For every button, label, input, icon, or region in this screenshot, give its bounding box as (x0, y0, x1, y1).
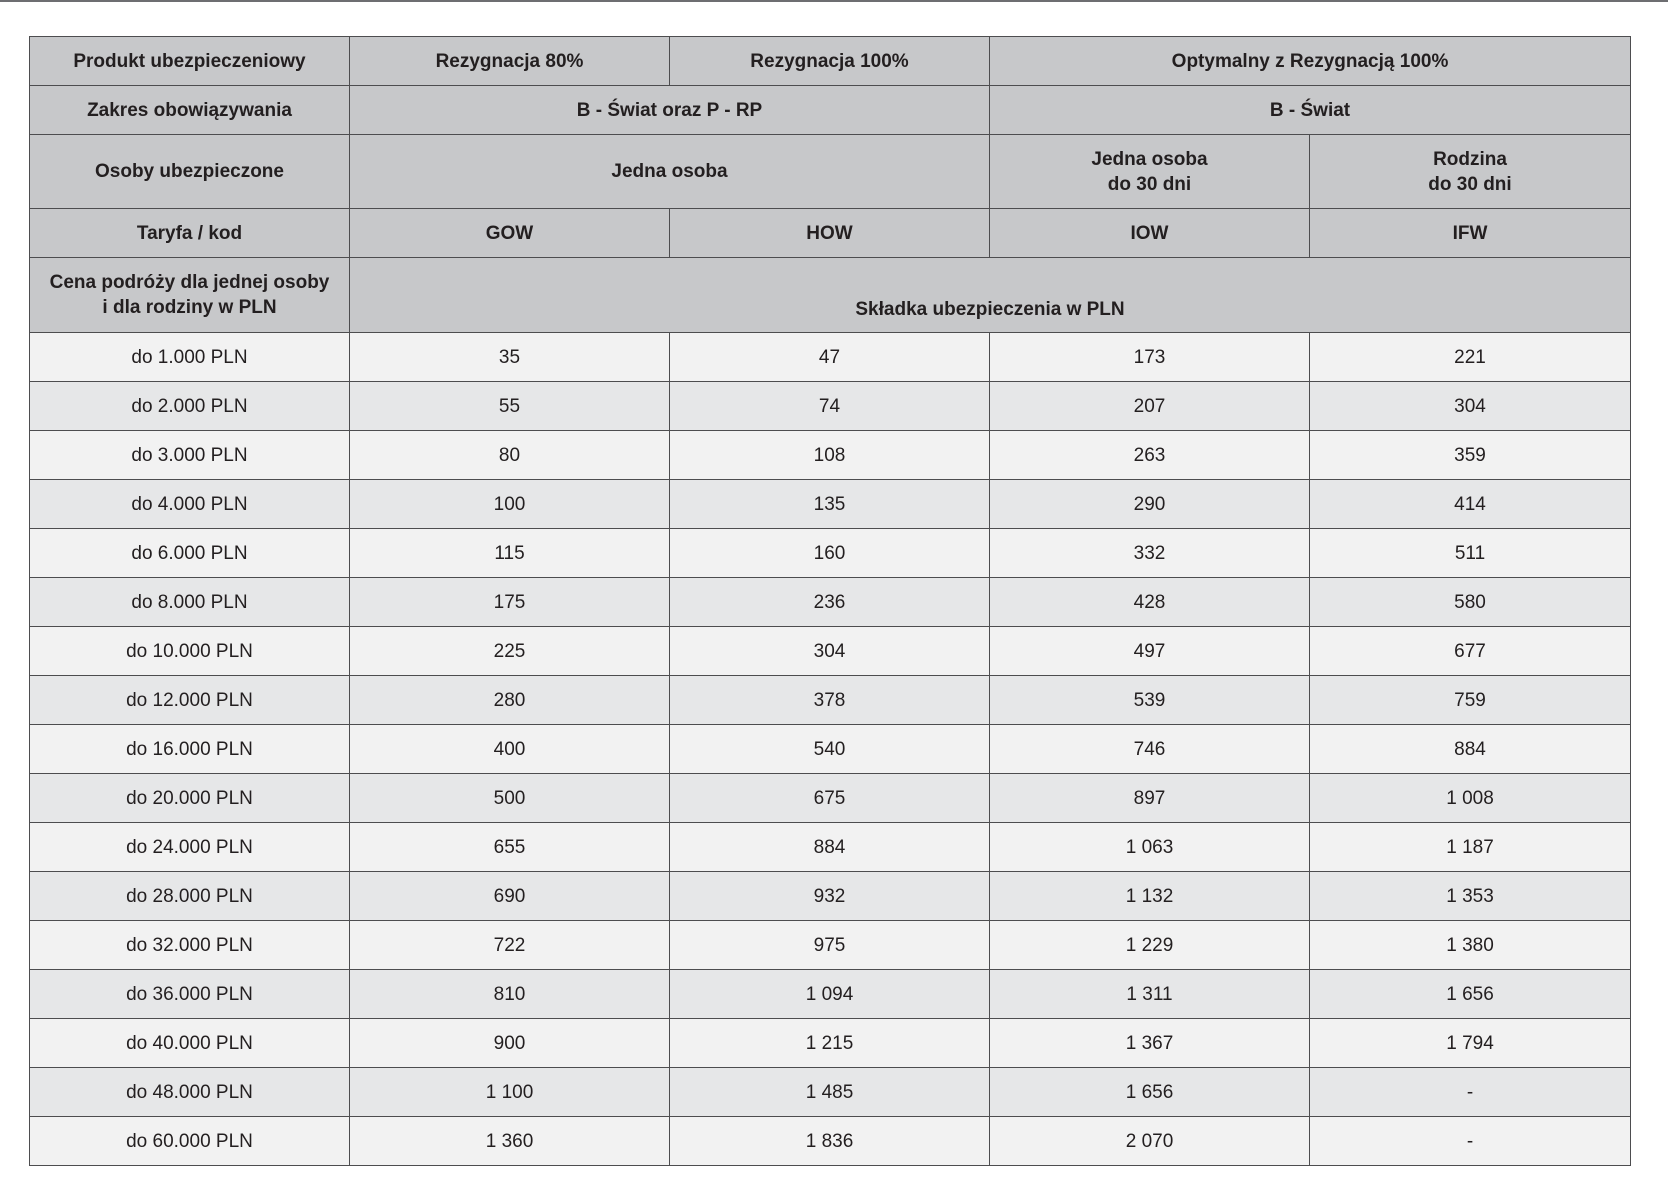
table-row (30, 823, 1631, 872)
table-row (30, 1068, 1631, 1117)
table-row (30, 676, 1631, 725)
premium-cell-gow: 55 (350, 382, 670, 431)
premium-cell-ifw: 677 (1310, 627, 1631, 676)
price-header-row (30, 258, 1631, 333)
premium-cell-iow: 290 (990, 480, 1310, 529)
insured-family-30-days-line1: Rodzina (1433, 148, 1507, 170)
premium-cell-ifw: 759 (1310, 676, 1631, 725)
table-row (30, 1019, 1631, 1068)
premium-cell-iow: 2 070 (990, 1117, 1310, 1166)
premium-cell-gow: 810 (350, 970, 670, 1019)
premium-cell-ifw: 580 (1310, 578, 1631, 627)
premium-cell-iow: 332 (990, 529, 1310, 578)
insurance-premium-table (29, 36, 1631, 1166)
table-row (30, 1117, 1631, 1166)
price-cell: do 1.000 PLN (30, 333, 350, 382)
table-row (30, 970, 1631, 1019)
premium-cell-iow: 897 (990, 774, 1310, 823)
premium-cell-iow: 746 (990, 725, 1310, 774)
premium-cell-how: 47 (670, 333, 990, 382)
product-row (30, 37, 1631, 86)
tariff-row (30, 209, 1631, 258)
price-cell: do 10.000 PLN (30, 627, 350, 676)
table-row (30, 333, 1631, 382)
premium-cell-iow: 263 (990, 431, 1310, 480)
premium-cell-gow: 655 (350, 823, 670, 872)
premium-label: Składka ubezpieczenia w PLN (350, 258, 1631, 333)
price-cell: do 16.000 PLN (30, 725, 350, 774)
premium-cell-iow: 1 656 (990, 1068, 1310, 1117)
premium-cell-gow: 100 (350, 480, 670, 529)
table-row (30, 529, 1631, 578)
price-cell: do 36.000 PLN (30, 970, 350, 1019)
table-row (30, 774, 1631, 823)
premium-cell-how: 135 (670, 480, 990, 529)
price-cell: do 32.000 PLN (30, 921, 350, 970)
table-row (30, 382, 1631, 431)
insured-single-person: Jedna osoba (350, 135, 990, 209)
price-cell: do 3.000 PLN (30, 431, 350, 480)
premium-cell-how: 932 (670, 872, 990, 921)
premium-cell-ifw: 221 (1310, 333, 1631, 382)
product-rezygnacja-100: Rezygnacja 100% (670, 37, 990, 86)
premium-cell-how: 675 (670, 774, 990, 823)
premium-cell-ifw: 1 008 (1310, 774, 1631, 823)
premium-cell-ifw: - (1310, 1068, 1631, 1117)
premium-cell-iow: 173 (990, 333, 1310, 382)
price-cell: do 2.000 PLN (30, 382, 350, 431)
premium-cell-gow: 690 (350, 872, 670, 921)
price-cell: do 60.000 PLN (30, 1117, 350, 1166)
premium-cell-how: 975 (670, 921, 990, 970)
insured-single-30-days-line1: Jedna osoba (1091, 148, 1208, 170)
premium-cell-gow: 400 (350, 725, 670, 774)
product-label: Produkt ubezpieczeniowy (30, 37, 350, 86)
price-label-line1: Cena podróży dla jednej osoby (49, 272, 330, 293)
price-label-line2: i dla rodziny w PLN (102, 297, 277, 318)
table-row (30, 725, 1631, 774)
premium-cell-iow: 207 (990, 382, 1310, 431)
premium-cell-iow: 1 311 (990, 970, 1310, 1019)
tariff-code-ifw: IFW (1310, 209, 1631, 258)
price-label (30, 258, 350, 333)
premium-cell-ifw: 1 656 (1310, 970, 1631, 1019)
price-cell: do 8.000 PLN (30, 578, 350, 627)
premium-cell-gow: 80 (350, 431, 670, 480)
premium-cell-ifw: 884 (1310, 725, 1631, 774)
insured-row (30, 135, 1631, 209)
premium-cell-how: 378 (670, 676, 990, 725)
table-row (30, 480, 1631, 529)
premium-cell-iow: 497 (990, 627, 1310, 676)
price-cell: do 20.000 PLN (30, 774, 350, 823)
premium-cell-ifw: 1 353 (1310, 872, 1631, 921)
tariff-code-gow: GOW (350, 209, 670, 258)
tariff-code-how: HOW (670, 209, 990, 258)
price-cell: do 40.000 PLN (30, 1019, 350, 1068)
premium-cell-how: 540 (670, 725, 990, 774)
premium-cell-gow: 1 360 (350, 1117, 670, 1166)
premium-cell-iow: 539 (990, 676, 1310, 725)
premium-cell-iow: 428 (990, 578, 1310, 627)
table-row (30, 627, 1631, 676)
premium-cell-ifw: 304 (1310, 382, 1631, 431)
insured-family-30-days (1310, 135, 1631, 209)
tariff-code-iow: IOW (990, 209, 1310, 258)
price-cell: do 48.000 PLN (30, 1068, 350, 1117)
product-rezygnacja-80: Rezygnacja 80% (350, 37, 670, 86)
table-row (30, 431, 1631, 480)
premium-cell-how: 236 (670, 578, 990, 627)
tariff-label: Taryfa / kod (30, 209, 350, 258)
premium-cell-ifw: 359 (1310, 431, 1631, 480)
premium-cell-gow: 500 (350, 774, 670, 823)
premium-cell-ifw: 414 (1310, 480, 1631, 529)
premium-cell-how: 74 (670, 382, 990, 431)
premium-cell-ifw: 511 (1310, 529, 1631, 578)
price-cell: do 12.000 PLN (30, 676, 350, 725)
premium-cell-gow: 225 (350, 627, 670, 676)
premium-cell-iow: 1 063 (990, 823, 1310, 872)
top-rule (0, 0, 1668, 2)
price-cell: do 6.000 PLN (30, 529, 350, 578)
premium-cell-how: 1 215 (670, 1019, 990, 1068)
premium-cell-ifw: 1 794 (1310, 1019, 1631, 1068)
scope-label: Zakres obowiązywania (30, 86, 350, 135)
insured-family-30-days-line2: do 30 dni (1428, 173, 1512, 195)
premium-cell-iow: 1 132 (990, 872, 1310, 921)
price-cell: do 4.000 PLN (30, 480, 350, 529)
premium-cell-gow: 115 (350, 529, 670, 578)
premium-cell-how: 1 836 (670, 1117, 990, 1166)
insured-label: Osoby ubezpieczone (30, 135, 350, 209)
product-optymalny: Optymalny z Rezygnacją 100% (990, 37, 1631, 86)
table-row (30, 578, 1631, 627)
premium-cell-ifw: - (1310, 1117, 1631, 1166)
insured-single-30-days-line2: do 30 dni (1107, 173, 1192, 195)
premium-cell-gow: 900 (350, 1019, 670, 1068)
premium-cell-iow: 1 367 (990, 1019, 1310, 1068)
premium-cell-how: 108 (670, 431, 990, 480)
premium-cell-iow: 1 229 (990, 921, 1310, 970)
premium-cell-ifw: 1 187 (1310, 823, 1631, 872)
premium-cell-how: 1 485 (670, 1068, 990, 1117)
premium-cell-gow: 175 (350, 578, 670, 627)
premium-cell-gow: 1 100 (350, 1068, 670, 1117)
premium-cell-how: 160 (670, 529, 990, 578)
premium-cell-how: 884 (670, 823, 990, 872)
insured-single-30-days (990, 135, 1310, 209)
table-row (30, 921, 1631, 970)
premium-cell-how: 304 (670, 627, 990, 676)
table-row (30, 872, 1631, 921)
scope-world: B - Świat (990, 86, 1631, 135)
premium-cell-gow: 280 (350, 676, 670, 725)
price-cell: do 28.000 PLN (30, 872, 350, 921)
price-cell: do 24.000 PLN (30, 823, 350, 872)
premium-cell-gow: 35 (350, 333, 670, 382)
premium-cell-how: 1 094 (670, 970, 990, 1019)
premium-cell-gow: 722 (350, 921, 670, 970)
scope-row (30, 86, 1631, 135)
premium-cell-ifw: 1 380 (1310, 921, 1631, 970)
scope-world-and-poland: B - Świat oraz P - RP (350, 86, 990, 135)
